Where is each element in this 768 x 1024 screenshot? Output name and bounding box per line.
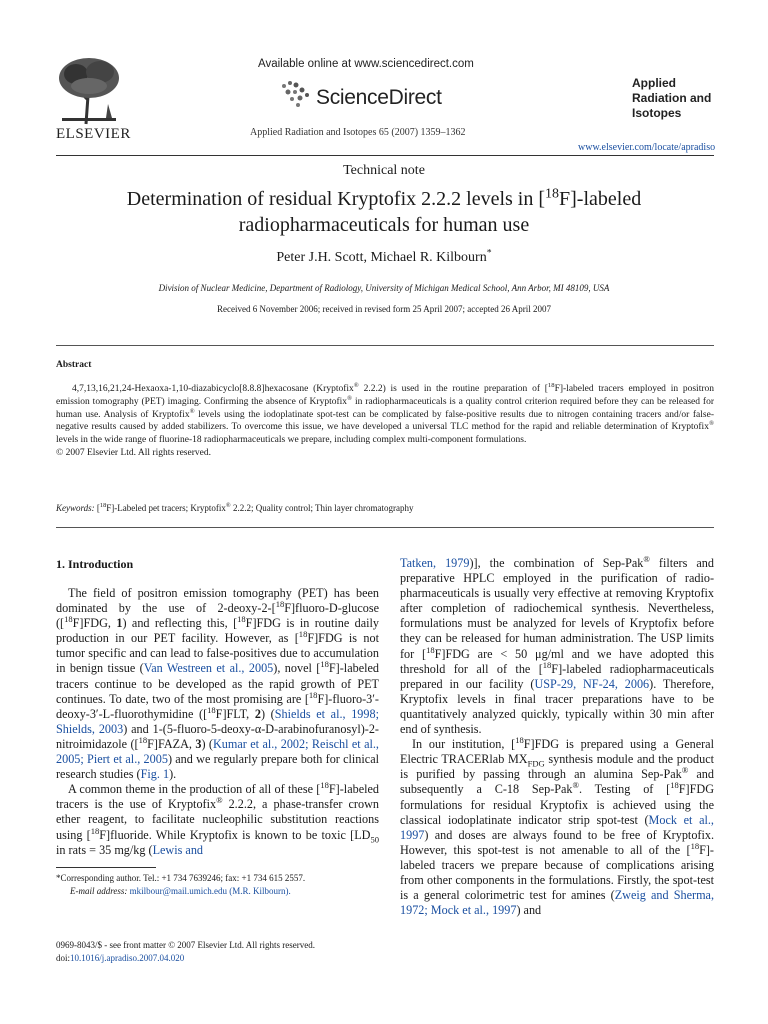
- text-run: [: [94, 503, 100, 513]
- text-run: 18: [275, 599, 285, 610]
- text-run: and subsequently a C-18 Sep-Pak: [400, 767, 714, 797]
- journal-title-line: Applied: [632, 76, 676, 90]
- paragraph: [400, 737, 714, 918]
- text-run: ®: [347, 394, 353, 402]
- text-run: ®: [216, 795, 223, 806]
- article-title: [60, 186, 708, 238]
- text-run: 4,7,13,16,21,24-Hexaoxa-1,10-diazabicyclo[8.8.8]hexacosane (Kryptofix: [72, 384, 354, 394]
- text-run: 18: [670, 780, 679, 791]
- text-run: 18: [237, 614, 246, 625]
- abstract-body: [56, 383, 714, 460]
- title-text: Determination of residual Kryptofix 2.2.2 levels in [: [126, 188, 546, 210]
- paragraph: [400, 553, 714, 737]
- keywords-label: Keywords:: [56, 503, 95, 513]
- text-run: F]FDG is prepared using a General Electric TRACERlab MX: [400, 737, 714, 767]
- text-run: F]FDG formulations for residual Kryptofix is achieved using the classical iodoplatinate indicator strip spot-test (: [400, 782, 714, 827]
- text-run: A common theme in the production of all of these [: [68, 782, 321, 797]
- text-run: 18: [547, 381, 555, 389]
- text-run: 18: [320, 780, 329, 791]
- text-run: F]-fluoro-3′-deoxy-3′-L-fluorothymidine ([: [56, 691, 379, 721]
- text-run: The field of positron emission tomography (PET) has been dominated by the use of 2-deoxy-2-[: [56, 586, 379, 616]
- abstract-bottom-divider: [56, 527, 714, 528]
- text-run: ®: [681, 765, 689, 776]
- text-run: F]-labeled tracers employed in positron emission tomography (PET) imaging. Confirming the absence of Kryptofix: [56, 384, 714, 407]
- text-run: 3: [195, 736, 202, 751]
- received-dates: Received 6 November 2006; received in revised form 25 April 2007; accepted 26 April 2007: [217, 304, 551, 314]
- text-run: F]fluoride. While Kryptofix is known to be toxic [LD: [99, 827, 371, 842]
- title-sup: 18: [545, 186, 560, 202]
- text-run: F]-Labeled pet tracers; Kryptofix: [106, 503, 226, 513]
- sciencedirect-wordmark: ScienceDirect: [316, 86, 442, 109]
- text-run: 18: [207, 704, 216, 715]
- keywords: [56, 503, 414, 513]
- journal-title: [632, 76, 711, 121]
- text-run: 18: [542, 659, 552, 670]
- text-run: In our institution, [: [412, 737, 516, 752]
- text-run: F]FDG,: [72, 616, 117, 631]
- text-run: 18: [138, 734, 148, 745]
- title-text: F]-labeled: [559, 188, 642, 210]
- footnote-divider: [56, 867, 156, 868]
- text-run: 2.2.2, a phase-transfer crown ether reagent, to facilitate nucleophilic substitution reactions using [: [56, 797, 379, 842]
- text-run: ) and 1-(5-fluoro-5-deoxy-α-D-arabinofuranosyl)-2-nitroimidazole ([: [56, 721, 379, 751]
- text-run: levels using the iodoplatinate spot-test can be complicated by false-positive results due to nitrogen containing tracers and/or false-negative results caused by added stabilizers. To overcome this issue, we have developed a universal TLC method for the rapid and reliable determination of Kryptofix: [56, 409, 714, 433]
- text-run: 18: [320, 659, 329, 670]
- text-run: 18: [515, 735, 524, 746]
- citation-link[interactable]: Shields et al., 1998; Shields, 2003: [56, 706, 379, 736]
- authors: [0, 247, 768, 266]
- text-run: 18: [64, 614, 73, 625]
- intro-right-column: [400, 553, 715, 918]
- journal-title-line: Isotopes: [632, 106, 682, 120]
- text-run: ) and: [516, 903, 542, 918]
- corresponding-author-mark: *: [486, 247, 492, 259]
- text-run: ).: [169, 767, 177, 782]
- text-run: ®: [643, 553, 650, 564]
- text-run: F]FAZA,: [147, 736, 196, 751]
- header-divider: [56, 155, 714, 156]
- text-run: 50: [370, 833, 380, 844]
- abstract-copyright: © 2007 Elsevier Ltd. All rights reserved.: [56, 447, 211, 458]
- affiliation: Division of Nuclear Medicine, Department of Radiology, University of Michigan Medical School, Ann Arbor, MI 48109, USA: [158, 283, 610, 293]
- text-run: ) and we regularly prepare both for clinical research studies (: [56, 752, 379, 782]
- doi-label: doi:: [56, 953, 71, 963]
- page-footer: [56, 939, 315, 965]
- text-run: ) and reflecting this, [: [122, 616, 238, 631]
- text-run: ®: [353, 381, 359, 389]
- abstract-top-divider: [56, 345, 714, 346]
- text-run: 18: [426, 644, 435, 655]
- text-run: F]FDG is in routine daily production in our PET facility. However, as [: [56, 616, 380, 646]
- text-run: F]-labeled tracers we prepare because of complications arising from other components in the formulations. Firstly, the spot-test is a general colorimetric test for amines (: [400, 842, 714, 903]
- author-names: Peter J.H. Scott, Michael R. Kilbourn: [276, 250, 487, 265]
- text-run: 18: [690, 840, 700, 851]
- text-run: in rats = 35 mg/kg (: [56, 842, 153, 857]
- citation-link[interactable]: Kumar et al., 2002; Reischl et al., 2005; Piert et al., 2005: [56, 736, 379, 767]
- text-run: ). Therefore, Kryptofix levels in final tracer preparations have to be quantitatively analyzed quickly, typically within 30 min after end of synthesis.: [400, 676, 714, 737]
- citation-link[interactable]: Mock et al., 1997: [400, 812, 714, 842]
- front-matter-line: 0969-8043/$ - see front matter © 2007 Elsevier Ltd. All rights reserved.: [56, 940, 316, 950]
- sciencedirect-dots-icon: [280, 80, 314, 108]
- figure-link[interactable]: Fig. 1: [140, 767, 170, 782]
- text-run: F]FLT,: [215, 706, 255, 721]
- title-text: radiopharmaceuticals for human use: [238, 214, 530, 236]
- text-run: ®: [708, 420, 714, 428]
- text-run: F]-labeled tracers is the use of Kryptofix: [56, 782, 379, 812]
- citation-link[interactable]: Zweig and Sherma, 1972; Mock et al., 1997: [400, 888, 715, 918]
- section-heading: 1. Introduction: [56, 557, 134, 571]
- text-run: 18: [298, 629, 308, 640]
- journal-url-link[interactable]: www.elsevier.com/locate/apradiso: [578, 142, 716, 153]
- publisher-name: ELSEVIER: [56, 126, 131, 142]
- text-run: levels in the wide range of fluorine-18 radiopharmaceuticals we prepare, including complex multi-component formulations.: [56, 435, 527, 446]
- corresponding-author-note: *Corresponding author. Tel.: +1 734 7639246; fax: +1 734 615 2557.: [56, 873, 306, 883]
- abstract-heading: Abstract: [56, 360, 92, 370]
- text-run: ) and doses are always found to be free of Kryptofix. However, this spot-test is not amenable to all of the [: [400, 827, 714, 857]
- doi-link[interactable]: 10.1016/j.apradiso.2007.04.020: [70, 953, 185, 963]
- text-run: 18: [90, 825, 100, 836]
- text-run: in radiopharmaceuticals is a quality control criterion required before they can be released for human use. Analysis of Kryptofix: [56, 396, 714, 420]
- footnote: [56, 872, 379, 897]
- text-run: )], the combination of Sep-Pak: [469, 556, 644, 570]
- text-run: F]FDG is not tumor specific and can lead to false-positives due to accumulation in benign tissue (: [56, 631, 379, 676]
- text-run: ®: [189, 407, 195, 415]
- text-run: 1: [116, 616, 123, 631]
- article-type: Technical note: [343, 163, 425, 178]
- text-run: FDG: [527, 758, 545, 769]
- paragraph: [56, 586, 379, 782]
- email-label: E-mail address:: [70, 885, 128, 896]
- journal-citation: Applied Radiation and Isotopes 65 (2007) 1359–1362: [250, 127, 466, 138]
- elsevier-tree-logo: [56, 56, 122, 126]
- citation-link[interactable]: Lewis and: [152, 842, 204, 857]
- text-run: 2.2.2) is used in the routine preparation of [: [358, 384, 548, 394]
- available-online-text: Available online at www.sciencedirect.com: [258, 58, 474, 70]
- journal-title-line: Radiation and: [632, 91, 712, 105]
- text-run: 18: [99, 502, 107, 509]
- text-run: F]-labeled tracers continue to be developed as the rapid growth of PET continues. To date, two of the most promising are [: [56, 661, 379, 706]
- paragraph: [56, 782, 379, 857]
- citation-link[interactable]: USP-29, NF-24, 2006: [534, 676, 650, 691]
- text-run: ) (: [260, 706, 275, 721]
- text-run: synthesis module and the product is purified by passing through an alumina Sep-Pak: [400, 752, 714, 782]
- text-run: ®: [225, 502, 231, 509]
- intro-left-column: [56, 586, 379, 858]
- citation-link[interactable]: Van Westreen et al., 2005: [143, 661, 274, 676]
- text-run: ), novel [: [273, 661, 321, 676]
- text-run: 2: [254, 706, 261, 721]
- text-run: F]fluoro-D-glucose ([: [56, 601, 379, 631]
- citation-link[interactable]: Tatken, 1979: [400, 556, 470, 570]
- text-run: filters and preparative HPLC employed in the purification of radio-pharmaceuticals is usually very effective at removing Kryptofix after completion of radiochemical synthesis. Nevertheless, formulations must be analyzed for levels of Kryptofix before they can be released for human administration. The USP limits for [: [400, 556, 714, 661]
- text-run: . Testing of [: [579, 782, 671, 797]
- text-run: ®: [572, 780, 580, 791]
- text-run: F]-labeled radiopharmaceuticals prepared in our facility (: [400, 661, 714, 691]
- text-run: ) (: [201, 736, 213, 751]
- text-run: 2.2.2; Quality control; Thin layer chromatography: [230, 503, 414, 513]
- text-run: F]FDG are < 50 μg/ml and we have adopted this threshold for all of the [: [400, 646, 714, 676]
- email-link[interactable]: mkilbour@mail.umich.edu (M.R. Kilbourn).: [127, 885, 291, 896]
- text-run: 18: [308, 689, 318, 700]
